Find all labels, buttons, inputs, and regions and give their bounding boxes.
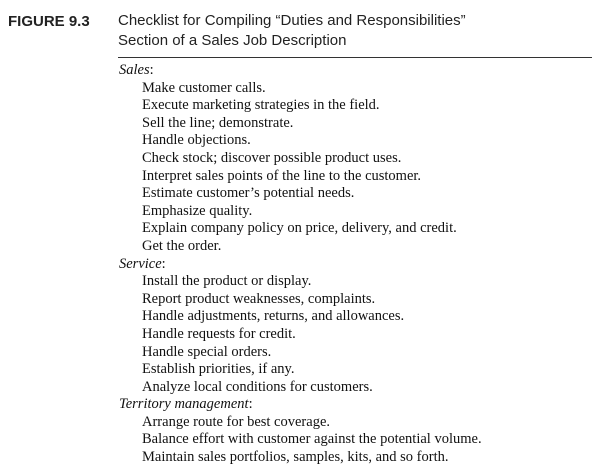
figure-header bbox=[8, 11, 602, 53]
list-item: Handle objections. bbox=[142, 132, 251, 149]
section-sales bbox=[119, 62, 599, 256]
list-item: Handle requests for credit. bbox=[142, 325, 296, 342]
list-item: Interpret sales points of the line to the customer. bbox=[142, 167, 422, 184]
list-item: Establish priorities, if any. bbox=[142, 361, 295, 378]
list-item: Arrange route for best coverage. bbox=[142, 413, 331, 430]
list-item: Install the product or display. bbox=[142, 273, 312, 290]
list-item: Get the order. bbox=[142, 237, 222, 254]
list-item: Emphasize quality. bbox=[142, 202, 253, 219]
section-heading: Service: bbox=[119, 255, 166, 272]
list-item: Handle adjustments, returns, and allowances. bbox=[142, 308, 405, 325]
figure-caption bbox=[118, 11, 466, 51]
list-item: Analyze local conditions for customers. bbox=[142, 378, 373, 395]
duties-checklist bbox=[119, 62, 599, 467]
list-item: Estimate customer’s potential needs. bbox=[142, 185, 355, 202]
caption-divider bbox=[118, 57, 592, 58]
list-item: Maintain sales portfolios, samples, kits, and so forth. bbox=[142, 449, 449, 466]
list-item: Balance effort with customer against the potential volume. bbox=[142, 431, 482, 448]
list-item: Execute marketing strategies in the field. bbox=[142, 97, 380, 114]
list-item: Report product weaknesses, complaints. bbox=[142, 290, 376, 307]
section-territory-management bbox=[119, 396, 599, 466]
list-item: Check stock; discover possible product uses. bbox=[142, 149, 402, 166]
list-item: Explain company policy on price, delivery, and credit. bbox=[142, 220, 457, 237]
section-heading: Sales: bbox=[119, 62, 154, 78]
figure-label: FIGURE 9.3 bbox=[8, 13, 90, 30]
section-service bbox=[119, 256, 599, 397]
list-item: Make customer calls. bbox=[142, 79, 266, 96]
figure-caption-line-1: Checklist for Compiling “Duties and Responsibilities” bbox=[118, 12, 466, 29]
figure-caption-line-2: Section of a Sales Job Description bbox=[118, 32, 347, 49]
list-item: Sell the line; demonstrate. bbox=[142, 114, 294, 131]
list-item: Handle special orders. bbox=[142, 343, 272, 360]
section-heading: Territory management: bbox=[119, 396, 253, 413]
